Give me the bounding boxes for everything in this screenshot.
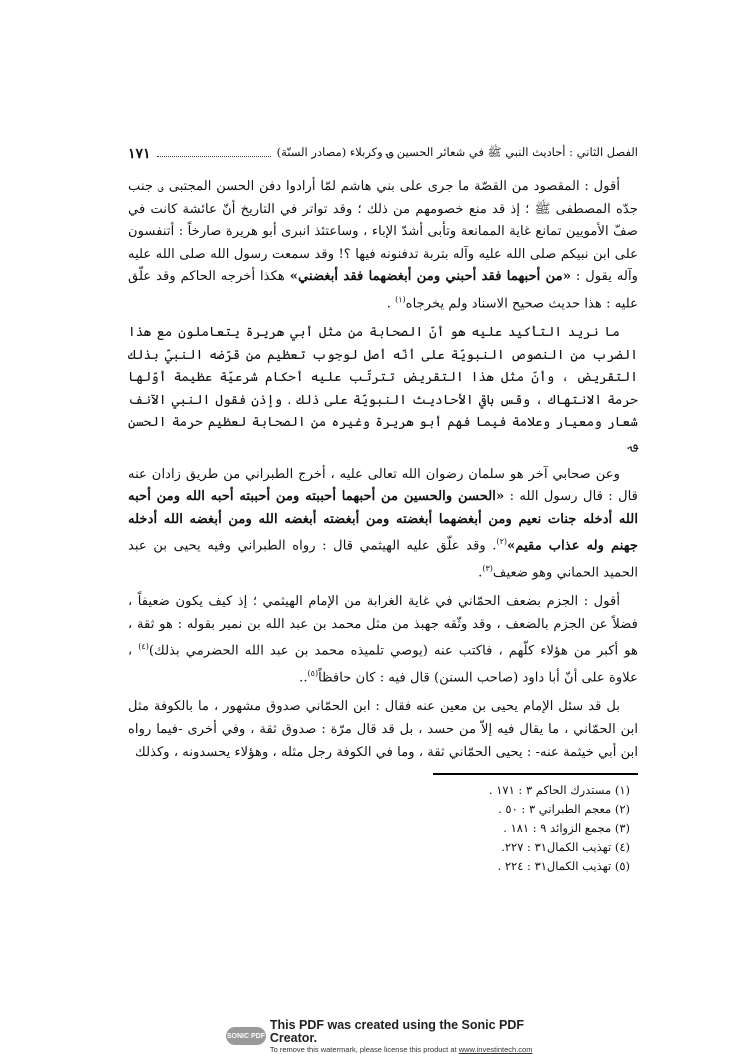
footnote-5: (٥) تهذيب الكمال٣١ : ٢٢٤ . [497, 859, 630, 873]
footnote-ref-4[interactable]: (٤) [138, 642, 149, 652]
footnote-1: (١) مستدرك الحاكم ٣ : ١٧١ . [488, 783, 630, 797]
paragraph-4: أقول : الجزم بضعف الحمّاني في غاية الغرابة من الإمام الهيثمي ؛ إذ كيف يكون ضعيفاً ، فضلاً عن الجزم بالضعف ، وقد وثّقه جهبذ من مثل محمد بن عبد الله بن نمير بقوله : هو ثقة ، هو أكبر من هؤلاء كلّهم ، فاكتب عنه (يوصي تلميذه محمد بن عبد الله الحضرمي بذلك)$^{(٤)}$ ، علاوة على أنّ أبا داود (صاحب السنن) قال فيه : كان حافظاً$^{(٥)}$.. [128, 594, 638, 686]
paragraph-1: أقول : المقصود من القصّة ما جرى على بني هاشم لمّا أرادوا دفن الحسن المجتبى ؈ جنب جدّه المصطفى ﷺ ؛ إذ قد منع خصومهم من ذلك ؛ وقد تواتر في التاريخ أنّ عائشة كانت في صفّ الأمويين تمانع غاية الممانعة وتأبى أشدّ الإباء ، وساعتئذ انبرى أبو هريرة صارخاً : أتنفسون على ابن نبيكم صلى الله عليه وآله بتربة تدفنونه فيها ؟! وقد سمعت رسول الله صلى الله عليه وآله يقول : «من أحبهما فقد أحبني ومن أبغضهما فقد أبغضني» هكذا أخرجه الحاكم وقد علّق عليه : هذا حديث صحيح الاسناد ولم يخرجاه$^{(١)}$ . [128, 179, 638, 312]
page-number: ١٧١ [128, 146, 151, 162]
hadith-quote: «من أحبهما فقد أحبني ومن أبغضهما فقد أبغضني» [289, 269, 571, 285]
footnote-2: (٢) معجم الطبراني ٣ : ٥٠ . [498, 802, 630, 816]
paragraph-5: بل قد سئل الإمام يحيى بن معين عنه فقال : ابن الحمّاني صدوق مشهور ، ما بالكوفة مثل ابن الحمّاني ، ما يقال فيه إلاّ من حسد ، بل قد قال مرّة : صدوق ثقة ، وفي أخرى -فيما رواه ابن أبي خيثمة عنه- : يحيى الحمّاني ثقة ، وما في الكوفة رجل مثله ، وهؤلاء يحسدونه ، وكذلك [128, 699, 638, 760]
pdf-watermark [226, 1017, 546, 1054]
footnote-4: (٤) تهذيب الكمال٣١ : ٢٢٧. [501, 840, 630, 854]
running-header [128, 140, 638, 162]
watermark-sub-text: To remove this watermark, please license this product at www.investintech.com [269, 1044, 533, 1054]
hadith-quote: «الحسن والحسين من أحبهما أحببته ومن أحببته أحبه الله ومن أحبه الله أدخله جنات نعيم ومن أبغضهما أبغضته ومن أبغضته أبغضه الله ومن أبغضه الله أدخله جهنم وله عذاب مقيم» [128, 489, 638, 554]
paragraph-3: وعن صحابي آخر هو سلمان رضوان الله تعالى عليه ، أخرج الطبراني من طريق زادان عنه قال : قال رسول الله : «الحسن والحسين من أحبهما أحببته ومن أحببته أحبه الله ومن أحبه الله أدخله جنات نعيم ومن أبغضهما أبغضته ومن أبغضته أبغضه الله ومن أبغضه الله أدخله جهنم وله عذاب مقيم»$^{(٢)}$. وقد علّق عليه الهيثمي قال : رواه الطبراني وفيه يحيى بن عبد الحميد الحماني وهو ضعيف$^{(٣)}$. [128, 466, 638, 581]
footnote-ref-3[interactable]: (٣) [482, 564, 493, 574]
footnote-ref-5[interactable]: (٥) [307, 669, 319, 679]
footnote-ref-2[interactable]: (٢) [496, 537, 508, 547]
footnote-separator [433, 773, 638, 775]
body-text [128, 176, 638, 770]
sonic-pdf-logo-icon: SONIC PDF [226, 1027, 266, 1045]
watermark-main-text: This PDF was created using the Sonic PDF Creator. [269, 1017, 525, 1045]
watermark-link[interactable]: www.investintech.com [458, 1044, 533, 1054]
footnotes [330, 781, 630, 876]
paragraph-2: ما نريد التأكيد عليه هو أنّ الصحابة من مثل أبي هريرة يتعاملون مع هذا الضرب من النصوص النبويّة على أنّه أصل لوجوب تعظيم من قرّضه النبيّ بذلك التقريض ، وأنّ مثل هذا التقريض تترتّب عليه أحكام شرعيّة عظيمة أوّلها حرمة الانتهاك ، وقس باقي الأحاديث النبويّة على ذلك . وإذن فقول النبي الآنف شعار ومعيار وعلامة فيما فهم أبو هريرة وغيره من الصحابة لعظيم حرمة الحسن ؈. [128, 324, 638, 453]
header-leader-dots [157, 156, 271, 157]
footnote-ref-1[interactable]: (١) [395, 294, 406, 304]
chapter-title: الفصل الثاني : أحاديث النبي ﷺ في شعائر الحسين ؈ وكربلاء (مصادر السنّة) [276, 145, 638, 159]
footnote-3: (٣) مجمع الزوائد ٩ : ١٨١ . [503, 821, 630, 835]
